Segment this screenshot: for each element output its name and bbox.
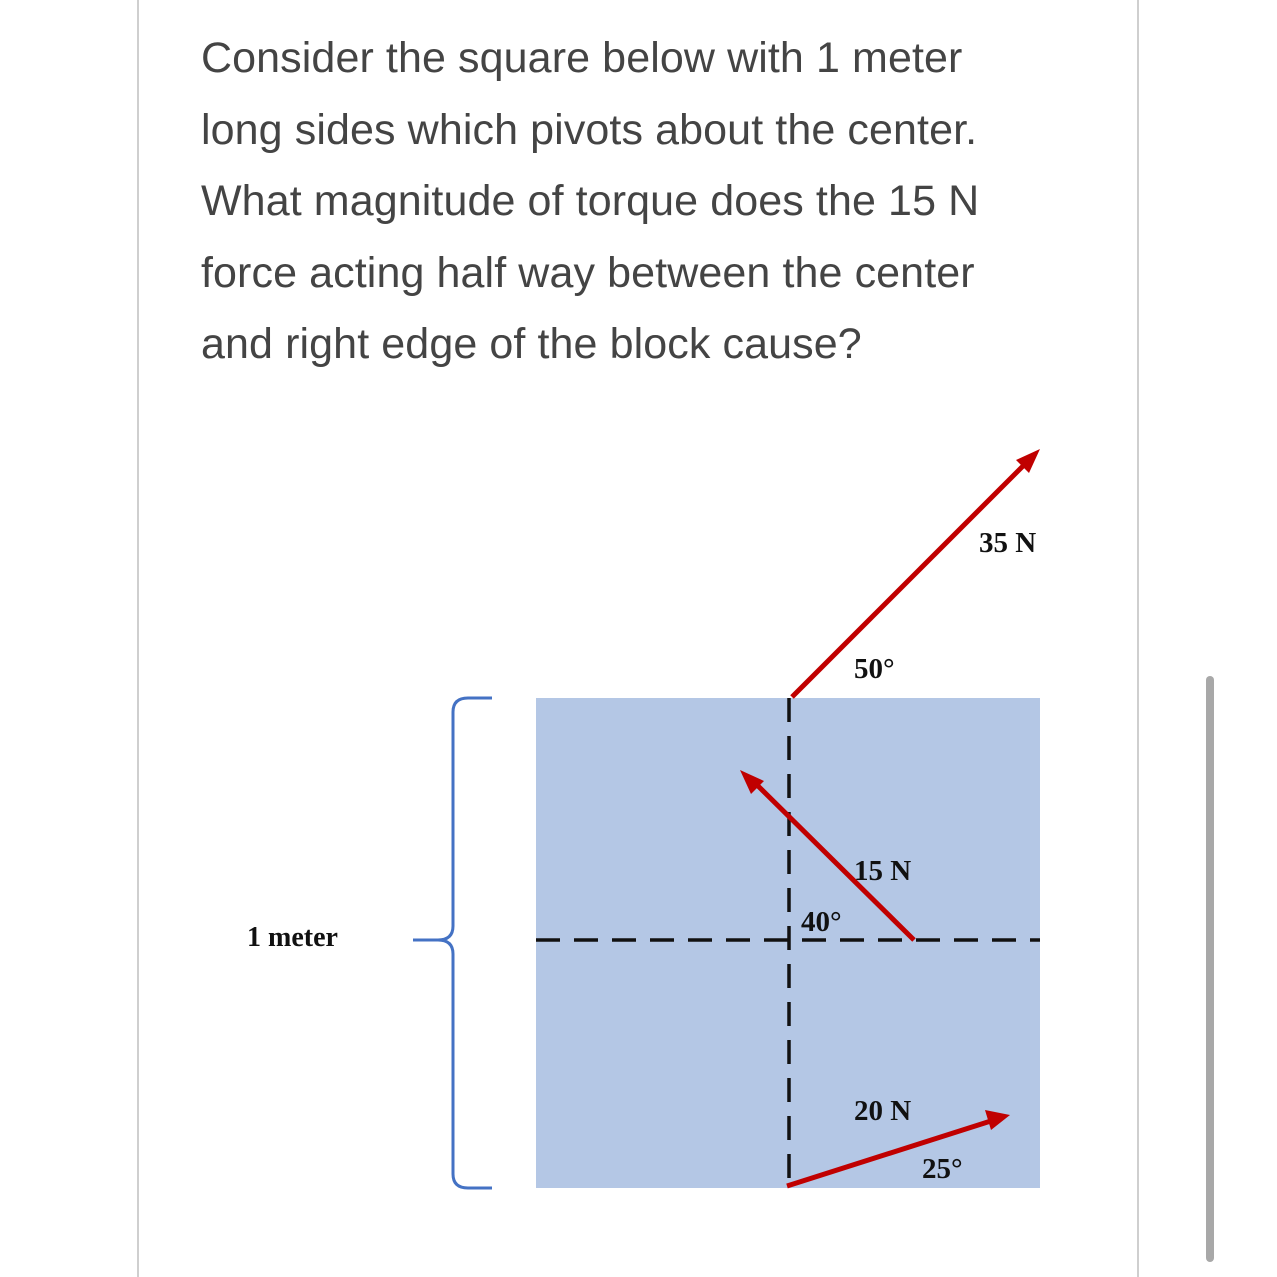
force-35n-label: 35 N: [979, 527, 1037, 559]
force-15n-angle-label: 40°: [801, 906, 842, 938]
question-line: long sides which pivots about the center.: [201, 105, 978, 154]
question-line: force acting half way between the center: [201, 248, 975, 297]
question-line: and right edge of the block cause?: [201, 320, 862, 368]
force-35n-arrow: [792, 455, 1037, 697]
force-35n-angle-label: 50°: [854, 653, 895, 685]
question-line: What magnitude of torque does the 15 N: [201, 177, 980, 225]
force-20n-label: 20 N: [854, 1095, 912, 1127]
side-length-label: 1 meter: [247, 922, 338, 953]
side-length-bracket: [413, 698, 492, 1188]
force-20n-angle-label: 25°: [922, 1153, 963, 1185]
question-line: Consider the square below with 1 meter: [201, 34, 963, 82]
force-15n-label: 15 N: [854, 855, 912, 887]
